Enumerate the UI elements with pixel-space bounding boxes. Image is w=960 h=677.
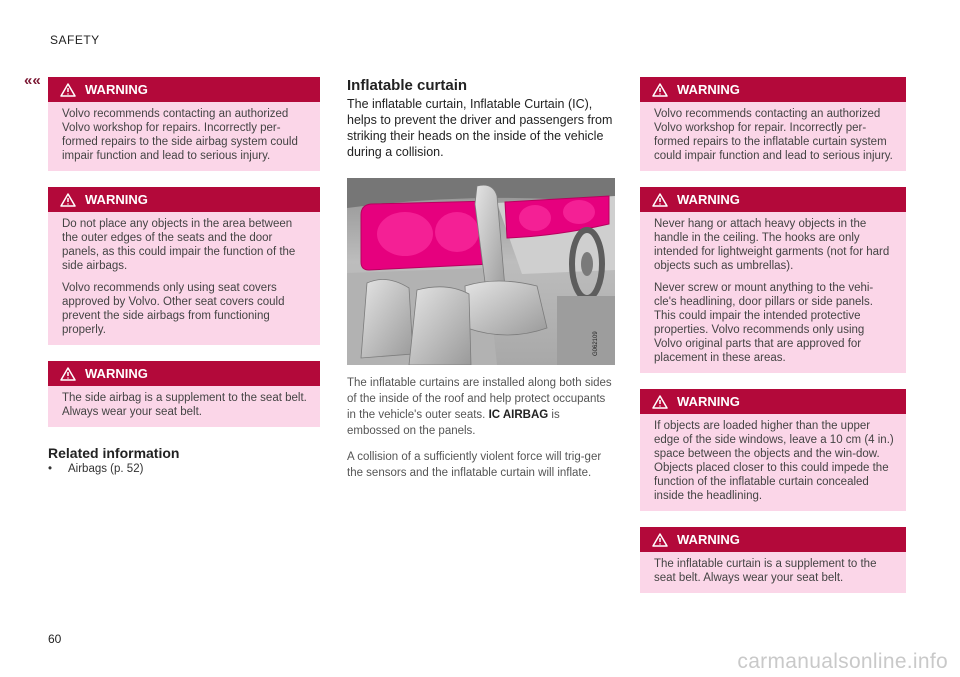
warning-box xyxy=(48,187,320,345)
related-link-label: Airbags (p. 52) xyxy=(68,463,144,475)
warning-paragraph: The inflatable curtain is a supplement to the seat belt. Always wear your seat belt. xyxy=(654,558,877,584)
page-number: 60 xyxy=(48,632,62,646)
warning-box xyxy=(640,389,906,511)
paragraph-text-start: The inflatable curtains are installed along both sides of the inside of the roof and help protect occupants in the vehicle's outer seats. xyxy=(347,377,612,421)
warning-header xyxy=(640,389,906,414)
warning-header xyxy=(48,361,320,386)
warning-title: WARNING xyxy=(677,532,740,547)
warning-box xyxy=(640,527,906,593)
paragraph-text-end: is embossed on the panels. xyxy=(347,409,560,437)
warning-body xyxy=(48,386,320,427)
warning-box xyxy=(640,77,906,171)
warning-body xyxy=(48,102,320,171)
warning-header xyxy=(48,77,320,102)
warning-paragraph: If objects are loaded higher than the upper edge of the side windows, leave a 10 cm (4 in.) space between the objects and the win-dow. Objects placed closer to this could impede the function of the inflatable curtain concealed inside the headlining. xyxy=(654,420,894,502)
right-column xyxy=(640,77,906,609)
warning-header xyxy=(48,187,320,212)
warning-triangle-icon xyxy=(60,367,76,381)
warning-paragraph: Volvo recommends only using seat covers approved by Volvo. Other seat covers could prevent the side airbags from functioning properly. xyxy=(62,282,285,336)
warning-body xyxy=(640,212,906,373)
section-label: SAFETY xyxy=(50,33,100,47)
warning-triangle-icon xyxy=(652,83,668,97)
warning-title: WARNING xyxy=(85,366,148,381)
bullet-icon: • xyxy=(48,463,53,475)
warning-title: WARNING xyxy=(677,394,740,409)
warning-paragraph: Never hang or attach heavy objects in the handle in the ceiling. The hooks are only intended for lightweight garments (not for hard objects such as umbrellas). xyxy=(654,218,890,272)
warning-triangle-icon xyxy=(652,533,668,547)
warning-paragraph: Never screw or mount anything to the vehi-cle's headlining, door pillars or side panels. This could impair the intended protective properties. Volvo recommends only using Volvo original parts that are approved for placement in these areas. xyxy=(654,282,874,364)
inflatable-curtain-illustration xyxy=(347,178,615,365)
warning-triangle-icon xyxy=(60,83,76,97)
warning-paragraph: The side airbag is a supplement to the seat belt. Always wear your seat belt. xyxy=(62,392,307,418)
warning-title: WARNING xyxy=(677,82,740,97)
related-link[interactable] xyxy=(48,463,320,475)
warning-box xyxy=(48,361,320,427)
article-intro: The inflatable curtain, Inflatable Curtain (IC), helps to prevent the driver and passengers from striking their heads on the inside of the vehicle during a collision. xyxy=(347,97,613,159)
left-column xyxy=(48,77,320,475)
related-list xyxy=(48,463,320,475)
warning-title: WARNING xyxy=(85,82,148,97)
back-chevron-icon[interactable]: «« xyxy=(24,72,41,89)
collision-paragraph: A collision of a sufficiently violent force will trig-ger the sensors and the inflatable curtain will inflate. xyxy=(347,451,602,479)
middle-column xyxy=(347,77,615,490)
curtain-location-paragraph xyxy=(347,375,615,439)
ic-airbag-label: IC AIRBAG xyxy=(488,409,549,421)
warning-paragraph: Volvo recommends contacting an authorized Volvo workshop for repair. Incorrectly per-formed repairs to the inflatable curtain system could impair function and lead to serious injury. xyxy=(654,108,893,162)
warning-body xyxy=(48,212,320,345)
watermark: carmanualsonline.info xyxy=(737,650,948,673)
article-title: Inflatable curtain xyxy=(347,77,468,94)
warning-box xyxy=(640,187,906,373)
warning-header xyxy=(640,527,906,552)
warnings-right xyxy=(640,77,906,593)
warning-triangle-icon xyxy=(652,193,668,207)
warning-triangle-icon xyxy=(60,193,76,207)
warning-paragraph: Do not place any objects in the area between the outer edges of the seats and the door panels, as this could impair the function of the side airbags. xyxy=(62,218,296,272)
warning-header xyxy=(640,187,906,212)
warning-box xyxy=(48,77,320,171)
warning-triangle-icon xyxy=(652,395,668,409)
warning-title: WARNING xyxy=(85,192,148,207)
warning-body xyxy=(640,102,906,171)
figure-code: G062109 xyxy=(593,331,599,356)
warning-body xyxy=(640,552,906,593)
related-information-heading: Related information xyxy=(48,445,180,461)
warning-body xyxy=(640,414,906,511)
warning-title: WARNING xyxy=(677,192,740,207)
warnings-left xyxy=(48,77,320,427)
warning-header xyxy=(640,77,906,102)
warning-paragraph: Volvo recommends contacting an authorized Volvo workshop for repairs. Incorrectly per-formed repairs to the side airbag system could impair function and lead to serious injury. xyxy=(62,108,298,162)
